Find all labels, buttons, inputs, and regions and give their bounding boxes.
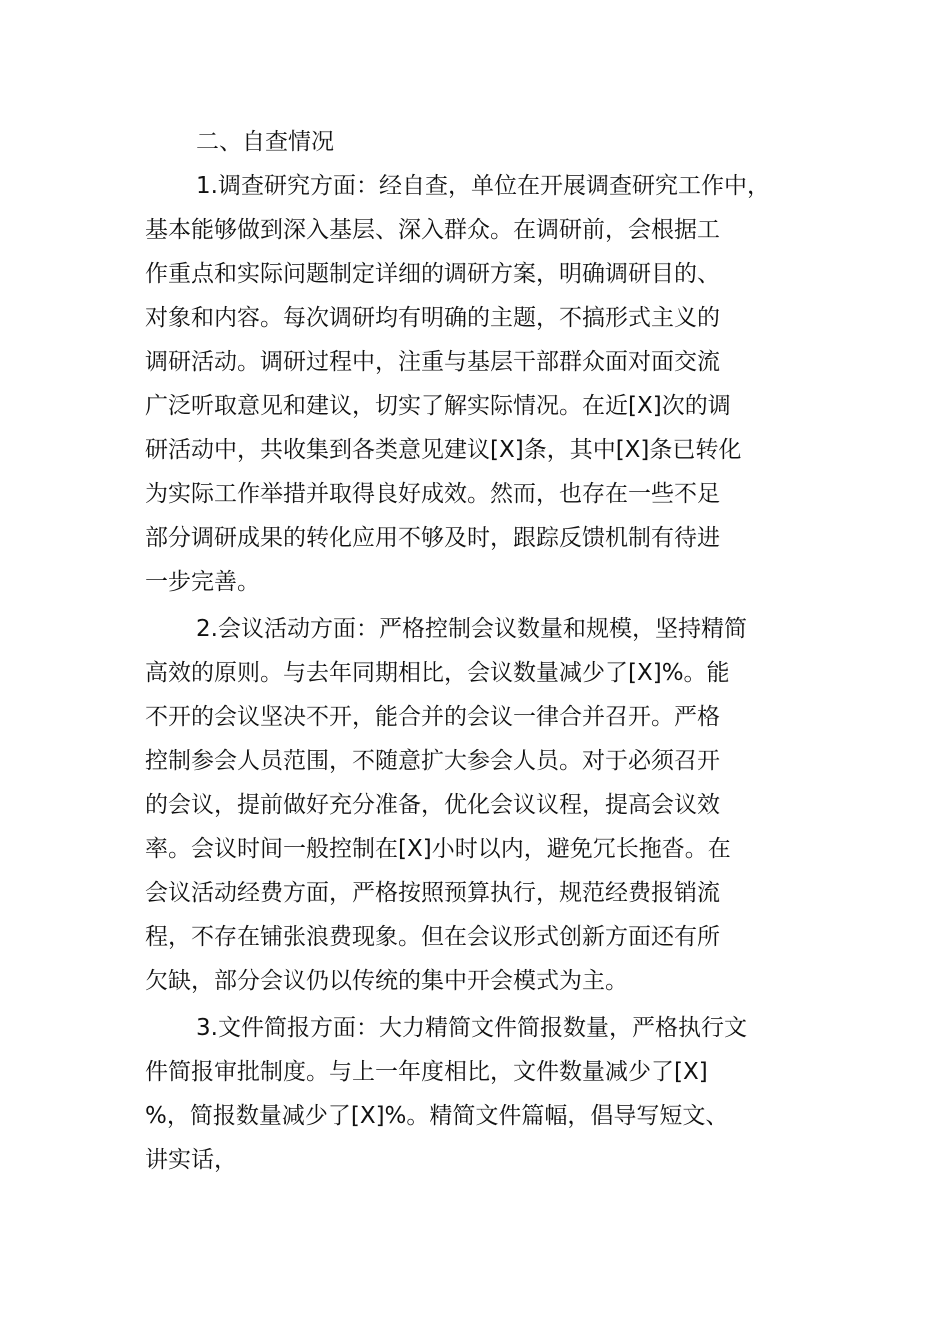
paragraph-3-line: 讲实话，	[145, 1147, 237, 1173]
paragraph-2-line: 率。会议时间一般控制在[X]小时以内，避免冗长拖沓。在	[145, 836, 731, 862]
paragraph-1-line: 作重点和实际问题制定详细的调研方案，明确调研目的、	[145, 261, 720, 287]
paragraph-1-line: 基本能够做到深入基层、深入群众。在调研前，会根据工	[145, 217, 720, 243]
paragraph-2-line: 欠缺，部分会议仍以传统的集中开会模式为主。	[145, 968, 628, 994]
paragraph-1-line: 为实际工作举措并取得良好成效。然而，也存在一些不足	[145, 481, 720, 507]
paragraph-3-line: %，简报数量减少了[X]%。精简文件篇幅，倡导写短文、	[145, 1103, 729, 1129]
paragraph-2-line: 程，不存在铺张浪费现象。但在会议形式创新方面还有所	[145, 924, 720, 950]
paragraph-1-line: 广泛听取意见和建议，切实了解实际情况。在近[X]次的调	[145, 393, 731, 419]
paragraph-3-line: 件简报审批制度。与上一年度相比，文件数量减少了[X]	[145, 1059, 708, 1085]
paragraph-2-line: 会议活动经费方面，严格按照预算执行，规范经费报销流	[145, 880, 720, 906]
paragraph-1-line: 对象和内容。每次调研均有明确的主题，不搞形式主义的	[145, 305, 720, 331]
section-heading: 二、自查情况	[196, 129, 334, 155]
paragraph-1-line: 一步完善。	[145, 569, 260, 595]
paragraph-1-line: 部分调研成果的转化应用不够及时，跟踪反馈机制有待进	[145, 525, 720, 551]
paragraph-2-line: 的会议，提前做好充分准备，优化会议议程，提高会议效	[145, 792, 720, 818]
paragraph-2-line: 2.会议活动方面：严格控制会议数量和规模，坚持精简	[196, 616, 747, 642]
paragraph-1-line: 调研活动。调研过程中，注重与基层干部群众面对面交流	[145, 349, 720, 375]
paragraph-1-line: 1.调查研究方面：经自查，单位在开展调查研究工作中，	[196, 173, 770, 199]
paragraph-2-line: 控制参会人员范围，不随意扩大参会人员。对于必须召开	[145, 748, 720, 774]
paragraph-3-line: 3.文件简报方面：大力精简文件简报数量，严格执行文	[196, 1015, 747, 1041]
paragraph-1-line: 研活动中，共收集到各类意见建议[X]条，其中[X]条已转化	[145, 437, 742, 463]
paragraph-2-line: 高效的原则。与去年同期相比，会议数量减少了[X]%。能	[145, 660, 730, 686]
paragraph-2-line: 不开的会议坚决不开，能合并的会议一律合并召开。严格	[145, 704, 720, 730]
